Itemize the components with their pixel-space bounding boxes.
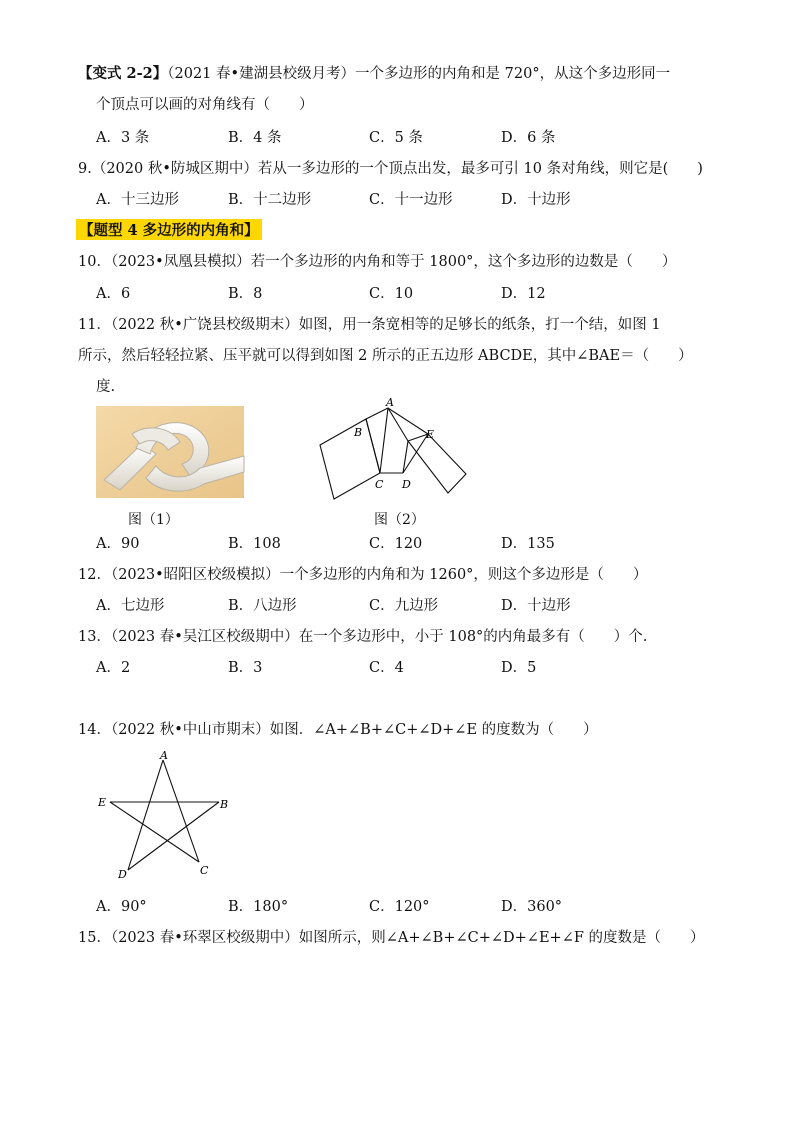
variant-tag: 【变式 2-2】 bbox=[78, 65, 168, 82]
q12-text: 12．（2023•昭阳区校级模拟）一个多边形的内角和为 1260°，则这个多边形是（ ） bbox=[78, 567, 648, 583]
q11-option-b[interactable]: B．108 bbox=[228, 536, 281, 552]
q12-option-d[interactable]: D．十边形 bbox=[501, 598, 571, 614]
q14-option-c[interactable]: C．120° bbox=[369, 899, 430, 915]
fig2-label-e: E bbox=[426, 428, 435, 441]
q12-option-b[interactable]: B．八边形 bbox=[228, 598, 297, 614]
q14-option-d[interactable]: D．360° bbox=[501, 899, 563, 915]
paper-knot-photo bbox=[96, 406, 244, 498]
q10-text: 10．（2023•凤凰县模拟）若一个多边形的内角和等于 1800°，这个多边形的边数是（ ） bbox=[78, 254, 677, 270]
star-label-c: C bbox=[200, 864, 209, 877]
star-label-a: A bbox=[160, 749, 168, 762]
variant-option-a[interactable]: A．3 条 bbox=[96, 130, 150, 146]
q11-line1: 11．（2022 秋•广饶县校级期末）如图，用一条宽相等的足够长的纸条，打一个结，如图 1 bbox=[78, 317, 661, 333]
variant-question-line2: 个顶点可以画的对角线有（ ） bbox=[96, 97, 314, 113]
variant-question-line1: 【变式 2-2】（2021 春•建湖县校级月考）一个多边形的内角和是 720°，从这个多边形同一 bbox=[78, 65, 671, 82]
figure-1-caption: 图（1） bbox=[128, 512, 179, 528]
star-label-b: B bbox=[220, 798, 229, 811]
q13-option-a[interactable]: A．2 bbox=[96, 660, 131, 676]
fig2-label-c: C bbox=[375, 478, 384, 491]
fig2-label-b: B bbox=[354, 426, 363, 439]
q14-option-b[interactable]: B．180° bbox=[228, 899, 289, 915]
q11-option-a[interactable]: A．90 bbox=[96, 536, 140, 552]
q9-text: 9.（2020 秋•防城区期中）若从一多边形的一个顶点出发，最多可引 10 条对角线，则它是( ) bbox=[78, 161, 703, 177]
star-label-d: D bbox=[118, 868, 127, 881]
star-label-e: E bbox=[98, 796, 107, 809]
q13-text: 13．（2023 春•吴江区校级期中）在一个多边形中，小于 108°的内角最多有（ ）个. bbox=[78, 629, 648, 645]
q9-option-a[interactable]: A．十三边形 bbox=[96, 192, 179, 208]
q9-option-b[interactable]: B．十二边形 bbox=[228, 192, 312, 208]
q14-option-a[interactable]: A．90° bbox=[96, 899, 147, 915]
fig2-label-a: A bbox=[386, 396, 394, 409]
q10-option-b[interactable]: B．8 bbox=[228, 286, 263, 302]
q10-option-a[interactable]: A．6 bbox=[96, 286, 131, 302]
q11-line3: 度. bbox=[96, 379, 116, 395]
q15-text: 15．（2023 春•环翠区校级期中）如图所示，则∠A+∠B+∠C+∠D+∠E+∠F 的度数是（ ） bbox=[78, 930, 705, 946]
variant-option-d[interactable]: D．6 条 bbox=[501, 130, 556, 146]
q12-option-a[interactable]: A．七边形 bbox=[96, 598, 165, 614]
q11-line2: 所示，然后轻轻拉紧、压平就可以得到如图 2 所示的正五边形 ABCDE，其中∠BAE＝（ ） bbox=[78, 348, 693, 364]
q14-text: 14．（2022 秋•中山市期末）如图．∠A+∠B+∠C+∠D+∠E 的度数为（ ） bbox=[78, 722, 598, 738]
q11-option-c[interactable]: C．120 bbox=[369, 536, 423, 552]
q9-option-d[interactable]: D．十边形 bbox=[501, 192, 571, 208]
q9-option-c[interactable]: C．十一边形 bbox=[369, 192, 453, 208]
variant-option-b[interactable]: B．4 条 bbox=[228, 130, 282, 146]
q10-option-d[interactable]: D．12 bbox=[501, 286, 546, 302]
five-point-star-diagram bbox=[94, 748, 229, 884]
variant-option-c[interactable]: C．5 条 bbox=[369, 130, 423, 146]
q10-option-c[interactable]: C．10 bbox=[369, 286, 414, 302]
q13-option-c[interactable]: C．4 bbox=[369, 660, 404, 676]
figure-2-caption: 图（2） bbox=[374, 512, 425, 528]
q13-option-d[interactable]: D．5 bbox=[501, 660, 537, 676]
pentagon-knot-diagram bbox=[300, 398, 480, 503]
q13-option-b[interactable]: B．3 bbox=[228, 660, 263, 676]
fig2-label-d: D bbox=[402, 478, 411, 491]
q11-option-d[interactable]: D．135 bbox=[501, 536, 555, 552]
q12-option-c[interactable]: C．九边形 bbox=[369, 598, 439, 614]
section-title: 【题型 4 多边形的内角和】 bbox=[76, 219, 262, 240]
